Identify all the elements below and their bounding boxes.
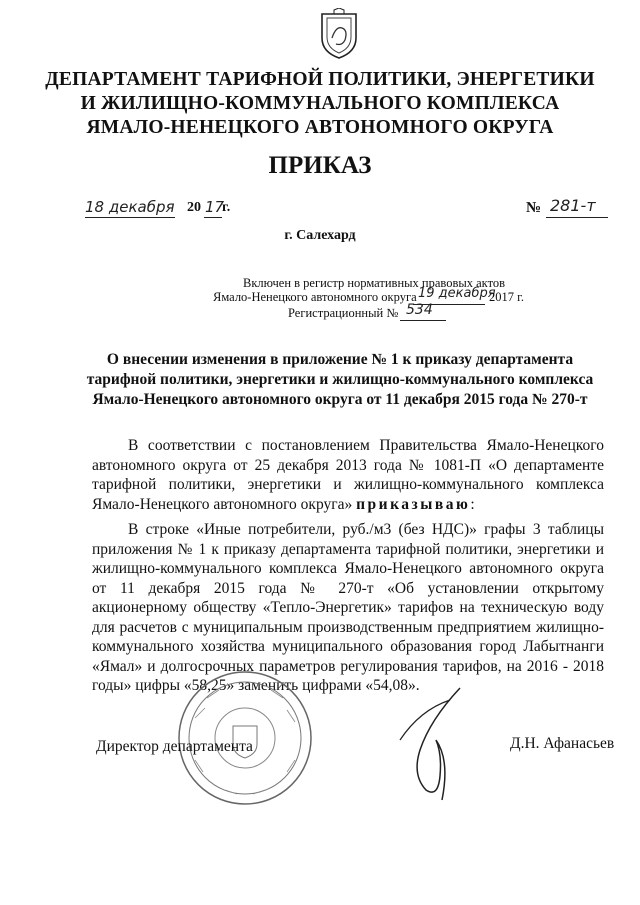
number-handwritten: 281-т [550,196,596,215]
paragraph-basis-text: В соответствии с постановлением Правительства Ямало-Ненецкого автономного округа от 25 декабря 2013 года № 1081-П «О департаменте тарифной политики, энергетики и жилищно-коммунального комплекса Ямало-Ненецкого автономного округа» [92,437,604,513]
paragraph-order [92,520,604,696]
department-name-line3: ЯМАЛО-НЕНЕЦКОГО АВТОНОМНОГО ОКРУГА [86,117,554,138]
number-prefix: № [526,200,542,216]
coat-of-arms-icon [318,8,360,60]
paragraph-basis [92,436,604,514]
order-word: приказываю [356,495,471,513]
registry-line3 [288,302,488,324]
registry-line1: Включен в регистр нормативных правовых актов [243,276,506,290]
subject-line2: тарифной политики, энергетики и жилищно-коммунального комплекса [86,371,594,388]
handwritten-signature-icon [390,680,480,810]
department-name-line1: ДЕПАРТАМЕНТ ТАРИФНОЙ ПОЛИТИКИ, ЭНЕРГЕТИКИ [45,69,595,90]
year-handwritten: 17 [205,198,225,216]
subject-line3: Ямало-Ненецкого автономного округа от 11 декабря 2015 года № 270-т [92,391,588,408]
department-name-line2: И ЖИЛИЩНО-КОММУНАЛЬНОГО КОМПЛЕКСА [80,93,560,114]
city: г. Салехард [284,228,356,243]
registry-date-handwritten: 19 декабря [418,286,496,301]
year-prefix: 20 [187,200,201,215]
paragraph-order-text: В строке «Иные потребители, руб./м3 (без НДС)» графы 3 таблицы приложения № 1 к приказу департамента тарифной политики, энергетики и жилищно-коммунального комплекса Ямало-Ненецкого автономного округа от 11 декабря 2015 года № 270-т «Об установлении открытому акционерному обществу «Тепло-Энергетик» тарифов на техническую воду для расчетов с муниципальным производственным предприятием жилищно-коммунального хозяйства муниципального образования город Лабытнанги «Ямал» и долгосрочных параметров регулирования тарифов, на 2016 - 2018 годы» цифры «58,25» заменить цифрами «54,08». [92,521,604,694]
registry-number-handwritten: 534 [406,302,433,318]
order-word-colon: : [470,495,475,513]
order-subject [80,350,600,410]
signer-position: Директор департамента [96,738,253,755]
date-handwritten: 18 декабря [85,198,175,216]
signer-name: Д.Н. Афанасьев [510,735,615,752]
registry-number-label: Регистрационный № [288,306,399,320]
registry-year: 2017 г. [489,290,524,304]
document-title: ПРИКАЗ [268,152,372,179]
subject-line1: О внесении изменения в приложение № 1 к приказу департамента [106,351,574,368]
registry-region: Ямало-Ненецкого автономного округа [213,290,417,304]
year-suffix: г. [222,200,231,215]
document-number [526,198,616,220]
document-date [85,200,265,220]
